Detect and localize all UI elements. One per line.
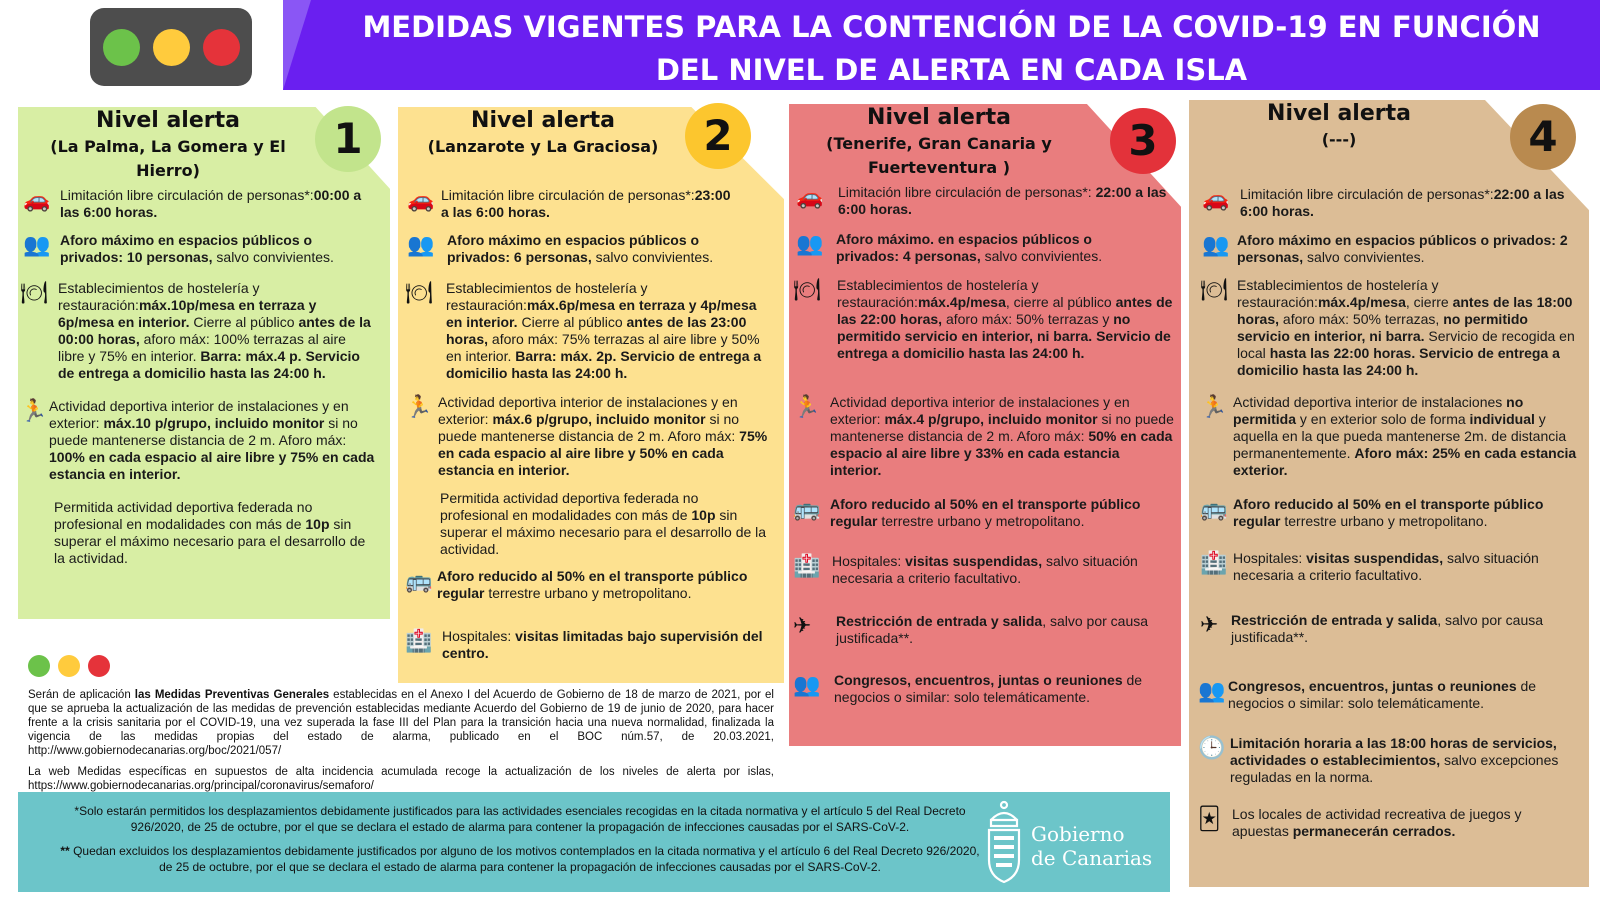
level-2-measure-4 <box>438 394 774 479</box>
level-3-measure-4 <box>830 394 1174 479</box>
plane-icon: ✈ <box>793 614 812 639</box>
car-icon: 🚗 <box>1202 187 1230 212</box>
level-4-measure-4-text-6: Aforo máx: 25% en cada estancia exterior. <box>1233 445 1577 478</box>
level-3-measure-5 <box>830 496 1174 530</box>
red-light <box>203 29 240 66</box>
level-4-title <box>1189 100 1489 152</box>
level-3-measure-4-text-1: Actividad deportiva interior de instalaciones y en exterior: <box>830 394 1130 427</box>
level-2-measure-5-text-3: sin superar el máximo necesario para el desarrollo de la actividad. <box>440 507 767 557</box>
level-3-measure-2 <box>836 231 1126 265</box>
level-4-measure-9-text-2: salvo excepciones reguladas en la norma. <box>1230 752 1559 785</box>
level-4-measure-3-text-6: no permitido servicio en interior, ni barra. <box>1237 311 1528 344</box>
level-1-number-badge: 1 <box>315 106 381 172</box>
level-2-heading: Nivel alerta <box>471 108 615 133</box>
level-3-measure-3-text-5: aforo máx: 50% terrazas y <box>942 311 1114 327</box>
level-3-measure-3 <box>837 277 1177 362</box>
level-3-measure-6-text-3: salvo situación necesaria a criterio facultativo. <box>832 553 1138 586</box>
level-3-measure-6 <box>832 553 1176 587</box>
level-1-measure-3-text-1: Establecimientos de hostelería y restauración: <box>58 280 260 313</box>
level-3-measure-6-text-1: Hospitales: <box>832 553 906 569</box>
level-3-measure-1 <box>838 184 1174 218</box>
level-1-measure-5 <box>54 499 380 567</box>
level-2-measure-4-text-1: Actividad deportiva interior de instalaciones y en exterior: <box>438 394 738 427</box>
level-1-measure-4-text-4: 100% en cada espacio al aire libre y 75% en cada estancia en interior. <box>49 449 375 482</box>
level-2-measure-7 <box>442 628 776 662</box>
level-4-measure-9-text-1: Limitación horaria a las 18:00 horas de servicios, actividades o establecimientos, <box>1230 735 1557 768</box>
level-4-measure-6-text-1: Hospitales: <box>1233 550 1307 566</box>
level-1-measure-1 <box>60 187 370 221</box>
page-title-line1: MEDIDAS VIGENTES PARA LA CONTENCIÓN DE LA COVID-19 EN FUNCIÓN <box>362 10 1541 44</box>
level-2-measure-5 <box>440 490 770 558</box>
dish-icon: 🍽 <box>793 278 821 303</box>
footnote-general-measures <box>28 688 774 758</box>
level-4-measure-2-text-1: Aforo máximo en espacios públicos o privados: 2 personas, <box>1237 232 1568 265</box>
dish-icon: 🍽 <box>1200 278 1228 303</box>
level-4-measure-3-text-8: hasta las 22:00 horas. Servicio de entrega a domicilio hasta las 24:00 h. <box>1237 345 1560 378</box>
level-3-measure-3-text-3: , cierre al público <box>1005 294 1116 310</box>
level-4-measure-3-text-7: Servicio de recogida en local <box>1237 328 1575 361</box>
level-3-measure-7-text-1: Restricción de entrada y salida <box>836 613 1043 629</box>
level-1-measure-2 <box>60 232 360 266</box>
level-4-measure-7-text-2: , salvo por causa justificada**. <box>1231 612 1544 645</box>
meeting-icon: 👥 <box>1198 679 1226 704</box>
crest-icon <box>983 800 1025 884</box>
page-title <box>313 6 1590 92</box>
footnote-general-measures-text-3: establecidas en el Anexo I del Acuerdo de Gobierno de 18 de marzo de 2021, por el que se aprueba la actualización de las medidas de prevención establecidas mediante Acuerdo del Gobierno de 19 de junio de 2020, para hacer frente a la crisis sanitaria por el COVID-19, una vez superada la fase III del Plan para la transición hacia una nueva normalidad, finalizada la vigencia de las medidas propias del estado de alarma, publicado en el BOC núm.57, de 20.03.2021, http://www.gobiernodecanarias.org/boc/2021/057/ <box>28 689 774 757</box>
level-3-measure-1-text-1: Limitación libre circulación de personas*: <box>838 184 1096 200</box>
gobierno-canarias-logo <box>983 800 1163 884</box>
level-1-measure-5-text-2: 10p <box>305 516 330 532</box>
level-2-measure-3-text-6: Barra: máx. 2p. Servicio de entrega a domicilio hasta las 24:00 h. <box>446 348 762 381</box>
level-3-measure-3-text-6: no permitido servicio en interior, ni barra. Servicio de entrega a domicilio hasta las 24:00 h. <box>837 311 1171 361</box>
level-4-measure-10-text-2: permanecerán cerrados. <box>1292 823 1456 839</box>
level-3-measure-5-text-1: Aforo reducido al 50% en el transporte público regular <box>830 496 1141 529</box>
level-4-measure-8-text-2: de negocios o similar: solo telemáticamente. <box>1228 678 1537 711</box>
level-2-measure-4-text-2: máx.6 p/grupo, incluido monitor <box>492 411 706 427</box>
car-icon: 🚗 <box>796 185 824 210</box>
level-4-measure-4-text-3: y en exterior solo de forma <box>1296 411 1470 427</box>
level-2-measure-1 <box>441 187 741 221</box>
bus-icon: 🚌 <box>1200 497 1228 522</box>
level-2-title <box>398 107 688 159</box>
level-4-measure-1-text-1: Limitación libre circulación de personas*: <box>1240 186 1494 202</box>
level-1-measure-3-text-3: Cierre al público <box>189 314 299 330</box>
footnote-general-measures-text-1: Serán de aplicación <box>28 689 135 701</box>
level-1-measure-4-text-2: máx.10 p/grupo, incluido monitor <box>103 415 325 431</box>
level-4-measure-5-text-1: Aforo reducido al 50% en el transporte público regular <box>1233 496 1544 529</box>
note-single-asterisk: *Solo estarán permitidos los desplazamientos debidamente justificados para las actividades esenciales recogidas en la citada normativa y el artículo 5 del Real Decreto 926/2020, de 25 de octubre, por el que se declara el estado de alarma para contener la propagación de infecciones causadas por el SARS-CoV-2. <box>74 804 966 834</box>
note-double-asterisk <box>60 844 980 875</box>
level-4-measure-4-text-1: Actividad deportiva interior de instalaciones <box>1233 394 1507 410</box>
level-2-measure-7-text-2: visitas limitadas bajo supervisión del centro. <box>442 628 763 661</box>
level-1-measure-4-text-1: Actividad deportiva interior de instalaciones y en exterior: <box>49 398 349 431</box>
level-1-islands: (La Palma, La Gomera y El Hierro) <box>50 137 286 180</box>
legend-dot-red <box>88 655 110 677</box>
level-2-measure-2 <box>447 232 747 266</box>
level-2-measure-4-text-3: si no puede mantenerse distancia de 2 m. Aforo máx: <box>438 411 740 444</box>
level-4-measure-10-text-1: Los locales de actividad recreativa de juegos y apuestas <box>1232 806 1522 839</box>
level-3-measure-8 <box>834 672 1174 706</box>
level-4-measure-5-text-2: terrestre urbano y metropolitano. <box>1280 513 1488 529</box>
level-2-measure-3 <box>446 280 764 382</box>
dish-icon: 🍽 <box>405 281 433 306</box>
level-1-measure-4 <box>49 398 385 483</box>
level-3-islands: (Tenerife, Gran Canaria y Fuerteventura ) <box>826 134 1052 177</box>
level-4-measure-2-text-2: salvo convivientes. <box>1303 249 1425 265</box>
level-4-measure-8 <box>1228 678 1583 712</box>
hospital-icon: 🏥 <box>793 554 821 579</box>
level-1-measure-3-text-2: máx.10p/mesa en terraza y 6p/mesa en interior. <box>58 297 317 330</box>
hospital-icon: 🏥 <box>1200 551 1228 576</box>
level-3-measure-4-text-2: máx.4 p/grupo, incluido monitor <box>884 411 1098 427</box>
level-2-measure-5-text-2: 10p <box>691 507 716 523</box>
legend-dot-yellow <box>58 655 80 677</box>
level-4-measure-5 <box>1233 496 1583 530</box>
level-2-measure-6-text-1: Aforo reducido al 50% en el transporte público regular <box>437 568 748 601</box>
level-2-measure-1-text-2: 23:00 a las 6:00 horas. <box>441 187 731 220</box>
level-4-measure-3-text-3: , cierre <box>1405 294 1453 310</box>
level-3-measure-8-text-1: Congresos, encuentros, juntas o reuniones <box>834 672 1123 688</box>
level-3-title <box>789 104 1089 180</box>
level-2-number-badge: 2 <box>685 103 751 169</box>
clock-icon: 🕒 <box>1198 736 1226 761</box>
level-4-measure-10 <box>1232 806 1582 840</box>
level-4-measure-7-text-1: Restricción de entrada y salida <box>1231 612 1438 628</box>
level-3-measure-2-text-1: Aforo máximo. en espacios públicos o privados: 4 personas, <box>836 231 1092 264</box>
level-2-measure-2-text-1: Aforo máximo en espacios públicos o privados: 6 personas, <box>447 232 700 265</box>
level-4-measure-2 <box>1237 232 1582 266</box>
plane-icon: ✈ <box>1200 613 1219 638</box>
level-2-measure-3-text-3: Cierre al público <box>517 314 627 330</box>
legend-dot-green <box>28 655 50 677</box>
level-2-measure-3-text-2: máx.6p/mesa en terraza y 4p/mesa en interior. <box>446 297 757 330</box>
page-title-line2: DEL NIVEL DE ALERTA EN CADA ISLA <box>655 53 1248 87</box>
level-3-measure-6-text-2: visitas suspendidas, <box>905 553 1043 569</box>
level-4-measure-3-text-5: aforo máx: 50% terrazas, <box>1279 311 1444 327</box>
level-4-measure-4-text-5: y aquella en la que pueda mantenerse 2m. de distancia permanentemente. <box>1233 411 1567 461</box>
level-3-measure-8-text-2: de negocios o similar: solo telemáticamente. <box>834 672 1143 705</box>
level-2-measure-1-text-1: Limitación libre circulación de personas*: <box>441 187 695 203</box>
runner-icon: 🏃 <box>793 395 821 420</box>
level-1-heading: Nivel alerta <box>96 108 240 133</box>
people-icon: 👥 <box>796 232 824 257</box>
yellow-light <box>153 29 190 66</box>
meeting-icon: 👥 <box>793 673 821 698</box>
level-3-measure-3-text-1: Establecimientos de hostelería y restauración: <box>837 277 1039 310</box>
level-4-measure-7 <box>1231 612 1581 646</box>
level-4-measure-6-text-3: salvo situación necesaria a criterio facultativo. <box>1233 550 1539 583</box>
level-4-number-badge: 4 <box>1510 104 1576 170</box>
level-3-measure-3-text-2: máx.4p/mesa <box>917 294 1006 310</box>
logo-line2: de Canarias <box>1031 846 1153 870</box>
level-4-measure-1 <box>1240 186 1576 220</box>
level-2-measure-4-text-4: 75% en cada espacio al aire libre y 50% en cada estancia en interior. <box>438 428 768 478</box>
title-banner <box>283 0 1600 90</box>
level-2-measure-2-text-2: salvo convivientes. <box>591 249 714 265</box>
level-3-measure-3-text-4: antes de las 22:00 horas, <box>837 294 1173 327</box>
level-4-measure-3-text-1: Establecimientos de hostelería y restauración: <box>1237 277 1439 310</box>
level-2-measure-7-text-1: Hospitales: <box>442 628 516 644</box>
level-4-measure-6-text-2: visitas suspendidas, <box>1306 550 1444 566</box>
level-4-measure-6 <box>1233 550 1583 584</box>
legal-notes-box <box>18 792 1170 892</box>
level-3-measure-7 <box>836 613 1176 647</box>
level-1-measure-3 <box>58 280 376 382</box>
level-1-measure-3-text-5: aforo máx: 100% terrazas al aire libre y 75% en interior. <box>58 331 346 364</box>
level-2-measure-3-text-5: aforo máx: 75% terrazas al aire libre y 50% en interior. <box>446 331 760 364</box>
level-1-measure-3-text-6: Barra: máx.4 p. Servicio de entrega a domicilio hasta las 24:00 h. <box>58 348 360 381</box>
level-1-measure-5-text-1: Permitida actividad deportiva federada no profesional en modalidades con más de <box>54 499 313 532</box>
level-3-number-badge: 3 <box>1110 108 1176 174</box>
level-1-measure-1-text-1: Limitación libre circulación de personas*: <box>60 187 314 203</box>
level-3-measure-1-text-2: 22:00 a las 6:00 horas. <box>838 184 1167 217</box>
green-light <box>103 29 140 66</box>
bus-icon: 🚌 <box>793 497 821 522</box>
people-icon: 👥 <box>1202 233 1230 258</box>
dish-icon: 🍽 <box>20 281 48 306</box>
footnote-general-measures-text-2: las Medidas Preventivas Generales <box>134 689 330 701</box>
level-2-measure-3-text-1: Establecimientos de hostelería y restauración: <box>446 280 648 313</box>
level-4-measure-4 <box>1233 394 1583 479</box>
traffic-light-logo <box>90 8 252 86</box>
level-4-measure-1-text-2: 22:00 a las 6:00 horas. <box>1240 186 1565 219</box>
level-1-measure-5-text-3: sin superar el máximo necesario para el desarrollo de la actividad. <box>54 516 366 566</box>
hospital-icon: 🏥 <box>405 629 433 654</box>
cards-icon: 🃏 <box>1198 807 1221 832</box>
level-1-measure-4-text-3: si no puede mantenerse distancia de 2 m. Aforo máx: <box>49 415 358 448</box>
level-4-measure-8-text-1: Congresos, encuentros, juntas o reuniones <box>1228 678 1517 694</box>
level-4-islands: (---) <box>1321 130 1357 149</box>
level-3-heading: Nivel alerta <box>867 105 1011 130</box>
level-2-measure-3-text-4: antes de las 23:00 horas, <box>446 314 747 347</box>
level-4-measure-3-text-2: máx.4p/mesa <box>1317 294 1406 310</box>
banner-wedge <box>283 0 311 90</box>
level-2-measure-5-text-1: Permitida actividad deportiva federada no profesional en modalidades con más de <box>440 490 699 523</box>
car-icon: 🚗 <box>407 188 435 213</box>
level-4-measure-4-text-2: no permitida <box>1233 394 1524 427</box>
level-4-measure-4-text-4: individual <box>1469 411 1535 427</box>
logo-line1: Gobierno <box>1031 822 1125 846</box>
level-4-measure-3-text-4: antes de las 18:00 horas, <box>1237 294 1573 327</box>
people-icon: 👥 <box>407 233 435 258</box>
level-3-measure-2-text-2: salvo convivientes. <box>980 248 1103 264</box>
level-1-measure-2-text-2: salvo convivientes. <box>212 249 334 265</box>
level-2-measure-6 <box>437 568 777 602</box>
people-icon: 👥 <box>23 233 51 258</box>
level-3-measure-4-text-3: si no puede mantenerse distancia de 2 m. Aforo máx: <box>830 411 1174 444</box>
footnotes <box>28 688 774 800</box>
level-2-islands: (Lanzarote y La Graciosa) <box>427 137 659 156</box>
level-1-measure-1-text-2: 00:00 a las 6:00 horas. <box>60 187 362 220</box>
level-4-measure-3 <box>1237 277 1582 379</box>
note-double-asterisk-text: Quedan excluidos los desplazamientos debidamente justificados por alguno de los motivos contemplados en la citada normativa y el artículo 6 del Real Decreto 926/2020, de 25 de octubre, por el que se declara el estado de alarma para contener la propagación de infecciones causadas por el SARS-CoV-2. <box>69 844 980 874</box>
runner-icon: 🏃 <box>405 395 433 420</box>
runner-icon: 🏃 <box>1200 395 1228 420</box>
level-3-measure-7-text-2: , salvo por causa justificada**. <box>836 613 1149 646</box>
level-3-measure-4-text-4: 50% en cada espacio al aire libre y 33% en cada estancia interior. <box>830 428 1173 478</box>
runner-icon: 🏃 <box>20 399 48 424</box>
level-4-measure-9 <box>1230 735 1585 786</box>
footnote-web-reference: La web Medidas específicas en supuestos de alta incidencia acumulada recoge la actualización de los niveles de alerta por islas, https://www.gobiernodecanarias.org/principal/coronavirus/semaforo/ <box>28 766 774 792</box>
level-3-measure-5-text-2: terrestre urbano y metropolitano. <box>877 513 1085 529</box>
level-1-title <box>18 107 318 183</box>
car-icon: 🚗 <box>23 188 51 213</box>
bus-icon: 🚌 <box>405 569 433 594</box>
level-4-heading: Nivel alerta <box>1267 101 1411 126</box>
level-1-measure-3-text-4: antes de la 00:00 horas, <box>58 314 371 347</box>
level-1-measure-2-text-1: Aforo máximo en espacios públicos o privados: 10 personas, <box>60 232 313 265</box>
note-double-asterisk-mark: ** <box>60 844 70 858</box>
level-2-measure-6-text-2: terrestre urbano y metropolitano. <box>484 585 692 601</box>
